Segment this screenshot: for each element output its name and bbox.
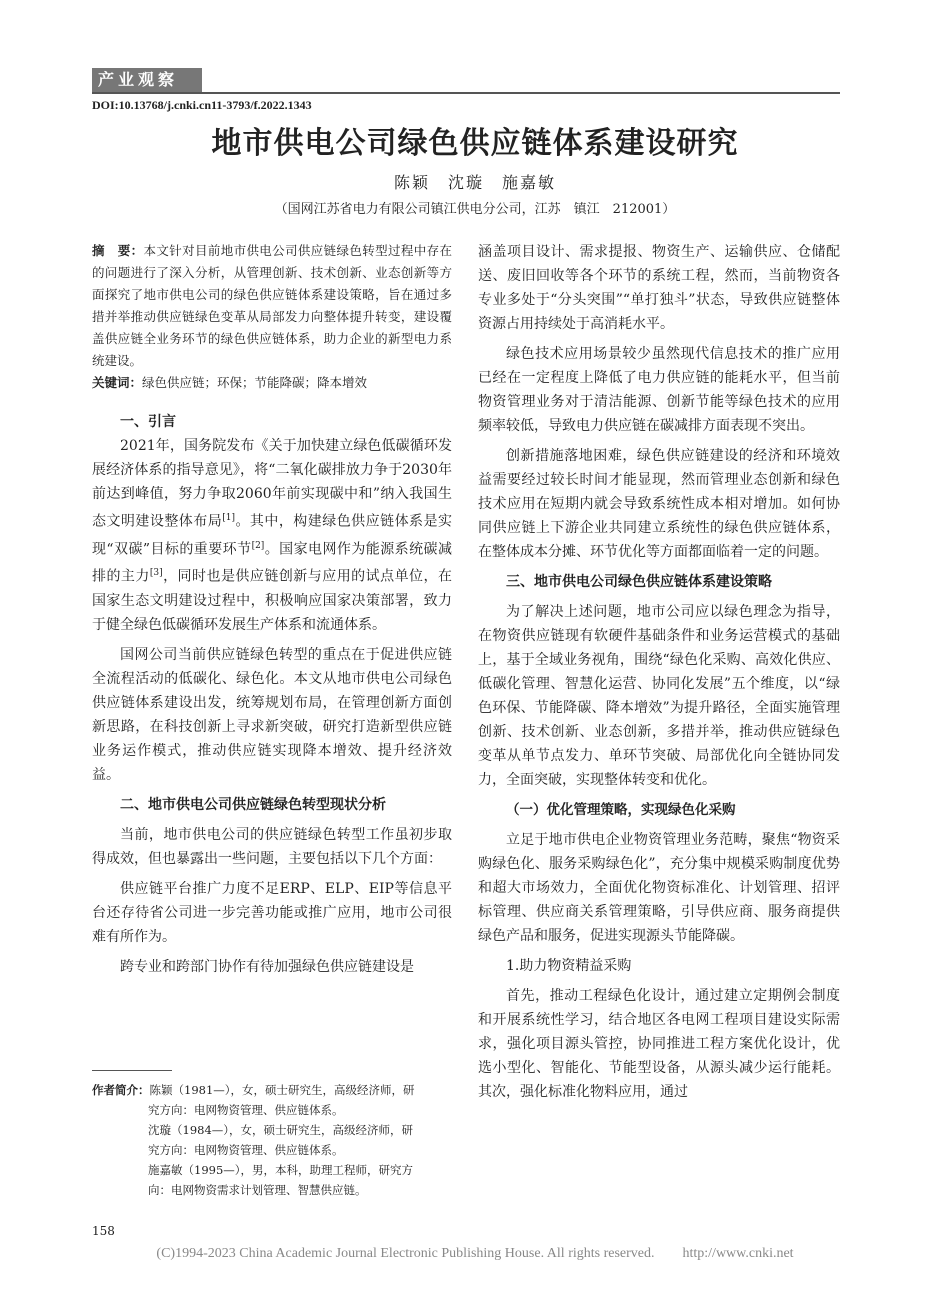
footnote-rule	[92, 1070, 172, 1071]
bio-line: 施嘉敏（1995—），男，本科，助理工程师，研究方	[148, 1163, 414, 1177]
reference-3[interactable]: [3]	[149, 568, 163, 579]
paragraph: 供应链平台推广力度不足ERP、ELP、EIP等信息平台还存待省公司进一步完善功能或推广应用，地市公司很难有所作为。	[92, 880, 452, 945]
header-rule	[92, 92, 840, 94]
paragraph: 涵盖项目设计、需求提报、物资生产、运输供应、仓储配送、废旧回收等各个环节的系统工程，然而，当前物资各专业多处于“分头突围”“单打独斗”状态，导致供应链整体资源占用持续处于高消耗水平。	[478, 244, 840, 332]
section-heading-3: 三、地市供电公司绿色供应链体系建设策略	[506, 574, 772, 590]
bio-line: 沈璇（1984—），女，硕士研究生，高级经济师，研	[148, 1123, 414, 1137]
right-column	[478, 240, 840, 1104]
section-heading-1: 一、引言	[120, 414, 176, 430]
bio-label: 作者简介：	[92, 1083, 150, 1097]
paragraph: 当前，地市供电公司的供应链绿色转型工作虽初步取得成效，但也暴露出一些问题，主要包括以下几个方面：	[92, 826, 452, 867]
section-heading-2: 二、地市供电公司供应链绿色转型现状分析	[120, 796, 386, 813]
paragraph: 跨专业和跨部门协作有待加强绿色供应链建设是	[120, 958, 414, 975]
paragraph: 国网公司当前供应链绿色转型的重点在于促进供应链全流程活动的低碳化、绿色化。本文从地市供电公司绿色供应链体系建设出发，统筹规划布局，在管理创新方面创新思路，在科技创新上寻求新突破，研究打造新型供应链业务运作模式，推动供应链实现降本增效、提升经济效益。	[92, 646, 452, 783]
author-bio	[92, 1080, 452, 1200]
page-number: 158	[92, 1224, 115, 1238]
keywords	[92, 372, 452, 394]
column-tag: 产业观察	[92, 68, 202, 92]
bio-line: 向：电网物资需求计划管理、智慧供应链。	[148, 1183, 367, 1197]
keywords-label: 关键词：	[92, 375, 143, 390]
keywords-text: 绿色供应链；环保；节能降碳；降本增效	[142, 375, 368, 390]
paragraph: 创新措施落地困难，绿色供应链建设的经济和环境效益需要经过较长时间才能显现，然而管理业态创新和绿色技术应用在短期内就会导致系统性成本相对增加。如何协同供应链上下游企业共同建立系统性的绿色供应链体系，在整体成本分摊、环节优化等方面都面临着一定的问题。	[478, 448, 840, 560]
paragraph: 2021年，国务院发布《关于加快建立绿色低碳循环发展经济体系的指导意见》，将“二氧化碳排放力争于2030年前达到峰值，努力争取2060年前实现碳中和”纳入我国生态文明建设整体布局[1]。其中，构建绿色供应链体系是实现“双碳”目标的重要环节[2]。国家电网作为能源系统碳减排的主力[3]，同时也是供应链创新与应用的试点单位，在国家生态文明建设过程中，积极响应国家决策部署，致力于健全绿色低碳循环发展生产体系和流通体系。	[92, 438, 452, 633]
abstract-text: 本文针对目前地市供电公司供应链绿色转型过程中存在的问题进行了深入分析，从管理创新、技术创新、业态创新等方面探究了地市供电公司的绿色供应链体系建设策略，旨在通过多措并举推动供应链绿色变革从局部发力向整体提升转变，建设覆盖供应链全业务环节的绿色供应链体系，助力企业的新型电力系统建设。	[92, 243, 452, 368]
copyright-notice: (C)1994-2023 China Academic Journal Electronic Publishing House. All rights reserved. http://www.cnki.net	[156, 1246, 794, 1261]
abstract	[92, 240, 452, 372]
bio-line: 究方向：电网物资管理、供应链体系。	[148, 1143, 344, 1157]
subsubsection-heading-1: 1.助力物资精益采购	[506, 958, 632, 974]
article-title: 地市供电公司绿色供应链体系建设研究	[211, 126, 739, 161]
reference-1[interactable]: [1]	[222, 513, 235, 523]
paragraph: 为了解决上述问题，地市公司应以绿色理念为指导，在物资供应链现有软硬件基础条件和业务运营模式的基础上，基于全域业务视角，围绕“绿色化采购、高效化供应、低碳化管理、智慧化运营、协同化发展”五个维度，以“绿色环保、节能降碳、降本增效”为提升路径，全面实施管理创新、技术创新、业态创新，多措并举，推动供应链绿色变革从单节点发力、单环节突破、局部优化向全链协同发力，全面突破，实现整体转变和优化。	[478, 604, 840, 788]
left-column	[92, 240, 452, 979]
bio-line: 作者简介：陈颖（1981—），女，硕士研究生，高级经济师，研	[92, 1083, 415, 1097]
reference-2[interactable]: [2]	[251, 540, 265, 551]
doi[interactable]: DOI:10.13768/j.cnki.cn11-3793/f.2022.1343	[92, 98, 312, 112]
paragraph: 立足于地市供电企业物资管理业务范畴，聚焦“物资采购绿色化、服务采购绿色化”，充分集中规模采购制度优势和超大市场效力，全面优化物资标准化、计划管理、招评标管理、供应商关系管理策略，引导供应商、服务商提供绿色产品和服务，促进实现源头节能降碳。	[478, 832, 840, 944]
paragraph: 首先，推动工程绿色化设计，通过建立定期例会制度和开展系统性学习，结合地区各电网工程项目建设实际需求，强化项目源头管控，协同推进工程方案优化设计，优选小型化、智能化、节能型设备，从源头减少运行能耗。其次，强化标准化物料应用，通过	[478, 988, 840, 1100]
paragraph: 绿色技术应用场景较少虽然现代信息技术的推广应用已经在一定程度上降低了电力供应链的能耗水平，但当前物资管理业务对于清洁能源、创新节能等绿色技术的应用频率较低，导致电力供应链在碳减排方面表现不突出。	[478, 346, 840, 434]
abstract-label: 摘 要：	[92, 243, 144, 258]
article-authors: 陈颖 沈璇 施嘉敏	[393, 173, 556, 192]
bio-line: 究方向：电网物资管理、供应链体系。	[148, 1103, 344, 1117]
subsection-heading-1: （一）优化管理策略，实现绿色化采购	[506, 802, 736, 818]
article-affiliation: （国网江苏省电力有限公司镇江供电分公司，江苏 镇江 212001）	[274, 202, 676, 217]
